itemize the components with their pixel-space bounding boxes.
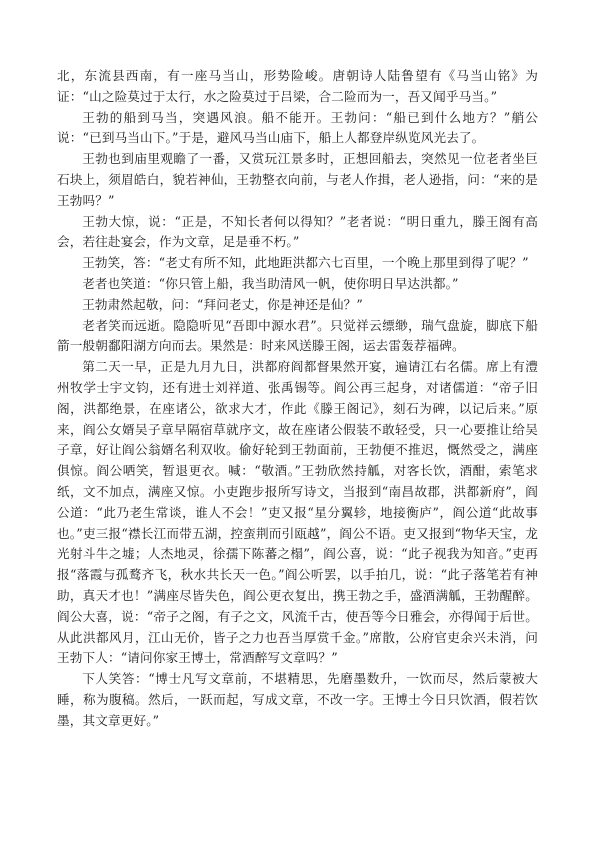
paragraph-wang-bo-asks: 王勃肃然起敬，问：“拜问老丈，你是神还是仙？” xyxy=(82,296,363,312)
paragraph-old-man-promise: 老者也笑道：“你只管上船，我当助清风一帆，使你明日早达洪都。” xyxy=(82,275,459,291)
paragraph-river-god: 老者笑而远逝。隐隐听见“吾即中源水君”。只觉祥云缥缈，瑞气盘旋，脚底下船箭一般朝鄱阳湖方向而去。果然是：时来风送滕王阁，运去雷轰荐福碑。 xyxy=(57,317,538,354)
paragraph-mating-mountain: 北，东流县西南，有一座马当山，形势险峻。唐朝诗人陆鲁望有《马当山铭》为证：“山之险莫过于太行，水之险莫过于吕梁，合二险而为一，吾又闻乎马当。” xyxy=(57,68,538,104)
paragraph-old-man-prophecy: 王勃大惊，说：“正是，不知长者何以得知？”老者说：“明日重九，滕王阁有高会，若往赴宴会，作为文章，足是垂不朽。” xyxy=(57,213,538,250)
paragraph-meeting-old-man: 王勃也到庙里观瞻了一番，又赏玩江景多时，正想回船去，突然见一位老者坐巨石块上，须眉皓白，貌若神仙，王勃整衣向前，与老人作揖，老人逊指，问：“来的是王勃吗？” xyxy=(57,151,538,208)
paragraph-wang-bo-doubts: 王勃笑，答：“老丈有所不知，此地距洪都六七百里，一个晚上那里到得了呢？” xyxy=(82,255,529,271)
story-text xyxy=(57,66,538,732)
paragraph-servant-answer: 下人笑答：“博士凡写文章前，不堪精思，先磨墨数升，一饮而尽，然后蒙被大睡，称为腹稿。然后，一跃而起，写成文章，不改一字。王博士今日只饮酒，假若饮墨，其文章更好。” xyxy=(57,671,538,728)
paragraph-banquet: 第二天一早，正是九月九日，洪都府阎都督果然开宴，遍请江右名儒。席上有澧州牧学士宇文钧，还有进士刘祥道、张禹锡等。阎公再三起身，对诸儒道：“帝子旧阁，洪都绝景，在座诸公，欲求大才，作此《滕王阁记》，刻石为碑，以记后来。”原来，阎公女婿吴子章早隔宿草就序文，故在座诸公假装不敢轻受，只一心要推让给吴子章，好让阎公翁婿名利双收。偷好轮到王勃面前，王勃便不推迟，慨然受之，满座俱惊。阎公哂笑，暂退更衣。喊：“敬酒。”王勃欣然持觚，对客长饮，酒酣，索笔求纸，文不加点，满座又惊。小吏跑步报所写诗文，当报到“南昌故郡，洪都新府”，阎公道：“此乃老生常谈，谁人不会！”吏又报“星分翼轸，地接衡庐”，阎公道“此故事也。”吏三报“襟长江而带五湖，控蛮荆而引瓯越”，阎公不语。吏又报到“物华天宝，龙光射斗牛之墟；人杰地灵，徐孺下陈蕃之榻”，阎公喜，说：“此子视我为知音。”吏再报“落霞与孤鹜齐飞，秋水共长天一色。”阎公听罢，以手拍几，说：“此子落笔若有神助，真天才也！”满座尽皆失色，阎公更衣复出，携王勃之手，盛酒满觚，王勃醒醉。阎公大喜，说：“帝子之阁，有子之文，风流千古，使吾等今日雅会，亦得闻于后世。从此洪都风月，江山无价，皆子之力也吾当厚赏千金。”席散，公府官吏余兴未消，问王勃下人：“请问你家王博士，常酒醉写文章吗？” xyxy=(57,359,538,666)
paragraph-storm-at-madang: 王勃的船到马当，突遇风浪。船不能开。王勃问：“船已到什么地方？”艄公说：“已到马当山下。”于是，避风马当山庙下，船上人都登岸纵览风光去了。 xyxy=(57,109,538,146)
